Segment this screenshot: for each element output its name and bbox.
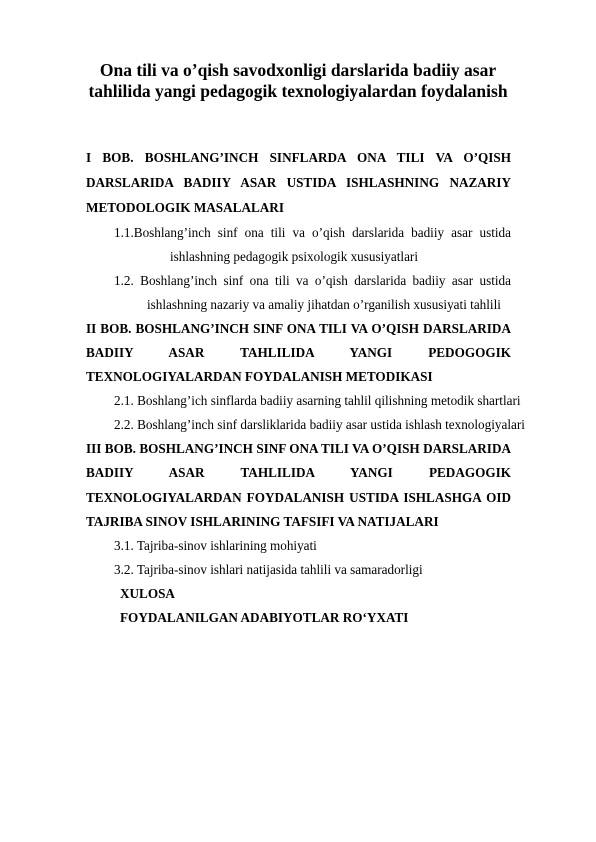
- chapter-3-heading-line-3: TEXNOLOGIYALARDAN FOYDALANISH USTIDA ISHLASHGA OID: [86, 490, 511, 505]
- chapter-1-heading-line-1: I BOB. BOSHLANG’INCH SINFLARDA ONA TILI VA O’QISH: [86, 150, 511, 165]
- document-title-line-1: Ona tili va o’qish savodxonligi darslarida badiiy asar: [99, 60, 497, 80]
- chapter-2-heading-line-3: TEXNOLOGIYALARDAN FOYDALANISH METODIKASI: [86, 369, 433, 384]
- conclusion-heading: XULOSA: [120, 586, 175, 601]
- section-1-2-line-1: 1.2. Boshlang’inch sinf ona tili va o’qish darslarida badiiy asar ustida: [114, 273, 511, 288]
- chapter-1-heading-line-2: DARSLARIDA BADIIY ASAR USTIDA ISHLASHNING NAZARIY: [86, 175, 511, 190]
- section-3-2: 3.2. Tajriba-sinov ishlari natijasida tahlili va samaradorligi: [114, 562, 423, 577]
- references-heading: FOYDALANILGAN ADABIYOTLAR RO‘YXATI: [120, 610, 409, 625]
- section-1-1-line-1: 1.1.Boshlang’inch sinf ona tili va o’qish darslarida badiiy asar ustida: [114, 225, 511, 240]
- section-3-1: 3.1. Tajriba-sinov ishlarining mohiyati: [114, 538, 317, 553]
- chapter-3-heading-line-1: III BOB. BOSHLANG’INCH SINF ONA TILI VA O’QISH DARSLARIDA: [86, 441, 511, 456]
- section-2-1: 2.1. Boshlang’ich sinflarda badiiy asarning tahlil qilishning metodik shartlari: [114, 393, 521, 408]
- section-1-2-line-2: ishlashning nazariy va amaliy jihatdan o’rganilish xususiyati tahlili: [147, 297, 501, 312]
- chapter-3-heading-line-2: BADIIY ASAR TAHLILIDA YANGI PEDAGOGIK: [86, 465, 511, 480]
- chapter-2-heading-line-1: II BOB. BOSHLANG’INCH SINF ONA TILI VA O’QISH DARSLARIDA: [86, 321, 511, 336]
- chapter-2-heading-line-2: BADIIY ASAR TAHLILIDA YANGI PEDOGOGIK: [86, 345, 511, 360]
- section-1-1-line-2: ishlashning pedagogik psixologik xususiyatlari: [170, 249, 418, 264]
- chapter-3-heading-line-4: TAJRIBA SINOV ISHLARINING TAFSIFI VA NATIJALARI: [86, 514, 439, 529]
- document-title-line-2: tahlilida yangi pedagogik texnologiyalardan foydalanish: [88, 81, 508, 101]
- chapter-1-heading-line-3: METODOLOGIK MASALALARI: [86, 200, 284, 215]
- section-2-2: 2.2. Boshlang’inch sinf darsliklarida badiiy asar ustida ishlash texnologiyalari: [114, 417, 525, 432]
